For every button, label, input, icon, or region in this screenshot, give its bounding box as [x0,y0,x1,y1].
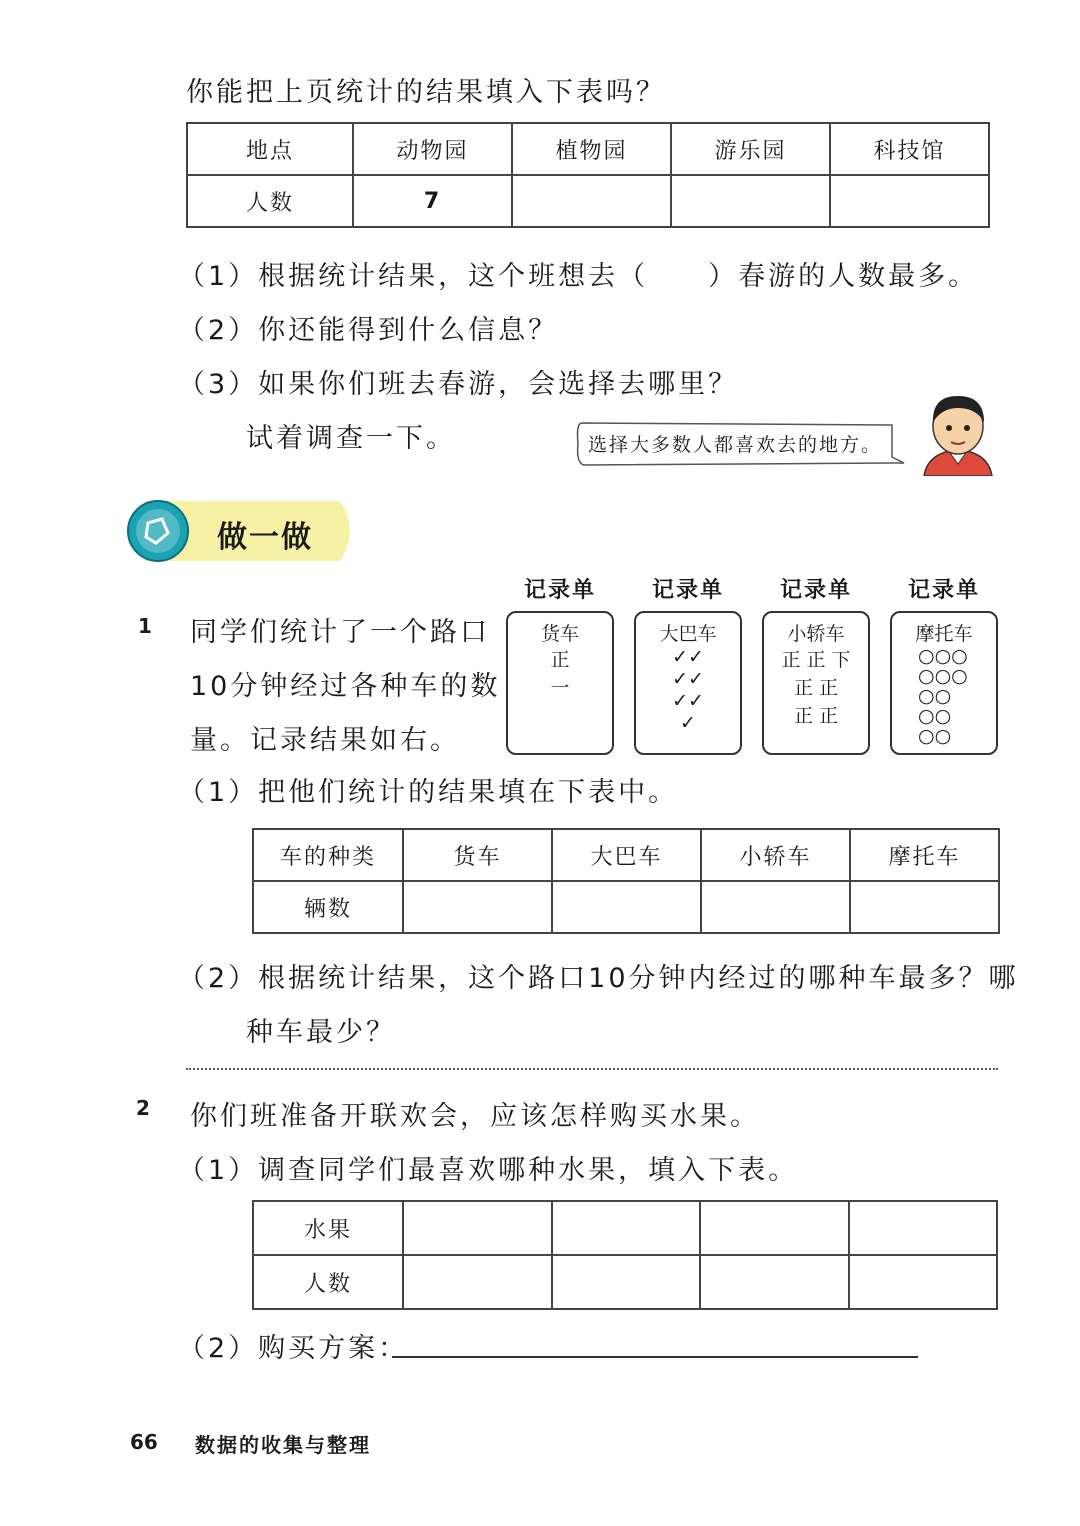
table-cell: 人数 [187,175,353,227]
table-cell-blank[interactable] [701,881,850,933]
exercise-1-sub-2-cont: 种车最少？ [246,1017,396,1048]
question-1: （1）根据统计结果，这个班想去（ ）春游的人数最多。 [178,261,979,292]
exercise-text: 你们班准备开联欢会，应该怎样购买水果。 [190,1101,760,1132]
card-title: 摩托车 [915,623,973,645]
table-cell-blank[interactable] [552,1255,701,1309]
card-title: 货车 [540,623,579,645]
tally-line: ○○ [918,685,952,707]
table-cell-blank[interactable] [830,175,989,227]
exercise-number: 1 [138,614,152,638]
card-header: 记录单 [907,578,980,603]
tally-line: ✓ [680,712,696,734]
table-cell: 货车 [403,829,552,881]
table-cell-blank[interactable] [552,1201,701,1255]
fruit-table [252,1200,998,1310]
record-card-car [762,611,870,755]
table-cell-blank[interactable] [403,1255,552,1309]
table-cell-value: 7 [353,175,512,227]
tally-line: 正 正 下 [781,649,851,671]
table-cell-blank[interactable] [671,175,830,227]
table-cell-blank[interactable] [849,1201,998,1255]
exercise-text: 量。记录结果如右。 [190,725,460,756]
tally-line: ○○○ [918,645,968,667]
table-cell: 地点 [187,123,353,175]
section-divider [186,1068,998,1070]
exercise-2-sub-2: （2）购买方案： [178,1333,409,1364]
record-card-bus [634,611,742,755]
question-3-followup: 试着调查一下。 [246,423,456,454]
exercise-text: 10分钟经过各种车的数 [190,671,501,702]
table-cell: 植物园 [512,123,671,175]
question-3: （3）如果你们班去春游，会选择去哪里？ [178,369,739,400]
record-card-truck [506,611,614,755]
chapter-title: 数据的收集与整理 [195,1433,371,1457]
table-cell: 大巴车 [552,829,701,881]
table-cell-blank[interactable] [512,175,671,227]
card-header: 记录单 [651,578,724,603]
tally-line: 正 [550,649,570,671]
tally-line: ✓✓ [672,646,704,668]
answer-line[interactable] [392,1356,918,1358]
tally-line: ○○ [918,725,952,747]
table-cell-blank[interactable] [850,881,999,933]
table-cell-blank[interactable] [700,1255,849,1309]
exercise-2-sub-1: （1）调查同学们最喜欢哪种水果，填入下表。 [178,1155,799,1186]
exercise-1-sub-1: （1）把他们统计的结果填在下表中。 [178,777,679,808]
table-cell: 辆数 [253,881,403,933]
table-cell-blank[interactable] [403,1201,552,1255]
tally-line: 正 正 [793,705,839,727]
tally-line: 一 [550,677,570,699]
tally-line: ○○○ [918,665,968,687]
table-cell-blank[interactable] [552,881,701,933]
card-title: 大巴车 [659,623,717,645]
tally-line: ✓✓ [672,668,704,690]
tally-line: 正 正 [793,677,839,699]
exercise-1-sub-2: （2）根据统计结果，这个路口10分钟内经过的哪种车最多？哪 [178,963,1019,994]
record-card-motorcycle [890,611,998,755]
exercise-number: 2 [136,1096,150,1120]
table-cell-blank[interactable] [403,881,552,933]
destination-table [186,122,990,228]
table-cell: 人数 [253,1255,403,1309]
speech-text: 选择大多数人都喜欢去的地方。 [588,434,883,456]
tally-line: ✓✓ [672,690,704,712]
card-header: 记录单 [523,578,596,603]
card-title: 小轿车 [787,623,845,645]
intro-question: 你能把上页统计的结果填入下表吗？ [186,77,666,108]
table-cell: 动物园 [353,123,512,175]
table-cell-blank[interactable] [700,1201,849,1255]
table-cell: 车的种类 [253,829,403,881]
question-2: （2）你还能得到什么信息？ [178,315,559,346]
table-cell: 水果 [253,1201,403,1255]
page-number: 66 [130,1430,158,1454]
exercise-text: 同学们统计了一个路口 [190,617,490,648]
card-header: 记录单 [779,578,852,603]
vehicle-table [252,828,1000,934]
table-cell: 游乐园 [671,123,830,175]
boy-avatar-icon [918,390,998,476]
section-title: 做一做 [217,520,313,555]
tally-line: ○○ [918,705,952,727]
table-cell-blank[interactable] [849,1255,998,1309]
table-cell: 小轿车 [701,829,850,881]
table-cell: 摩托车 [850,829,999,881]
table-cell: 科技馆 [830,123,989,175]
